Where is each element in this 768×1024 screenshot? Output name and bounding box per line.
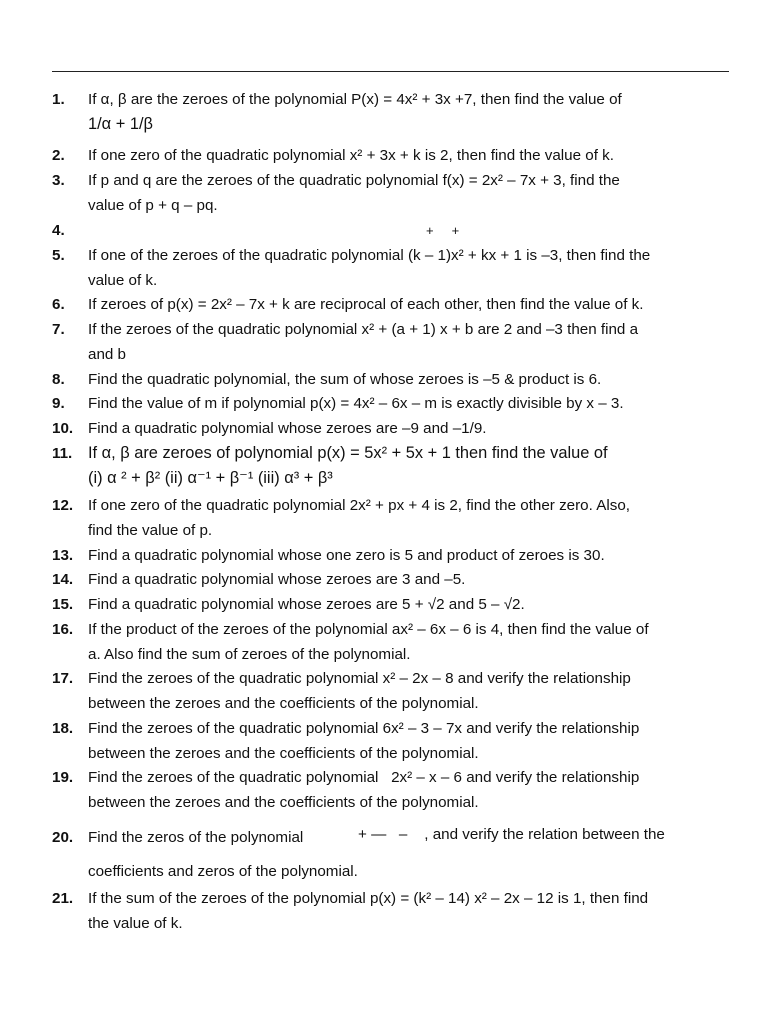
- question-text: and b: [88, 346, 127, 363]
- question-number: 11.: [52, 445, 73, 462]
- question-number: 3.: [52, 172, 65, 189]
- question-text: find the value of p.: [88, 522, 213, 539]
- question-number: 16.: [52, 621, 74, 638]
- question-text: If p and q are the zeroes of the quadratic polynomial f(x) = 2x² – 7x + 3, find the: [88, 172, 620, 189]
- question-number: 15.: [52, 596, 74, 613]
- question-text: If the product of the zeroes of the polynomial ax² – 6x – 6 is 4, then find the value of: [88, 621, 649, 638]
- question-text: If zeroes of p(x) = 2x² – 7x + k are reciprocal of each other, then find the value of k.: [88, 296, 644, 313]
- top-rule: [52, 71, 729, 72]
- question-text: Find the zeroes of the quadratic polynomial 2x² – x – 6 and verify the relationship: [88, 769, 640, 786]
- question-text: If one zero of the quadratic polynomial x² + 3x + k is 2, then find the value of k.: [88, 147, 614, 164]
- question-text: (i) α ² + β² (ii) α⁻¹ + β⁻¹ (iii) α³ + β³: [88, 469, 333, 487]
- question-text: If the zeroes of the quadratic polynomial x² + (a + 1) x + b are 2 and –3 then find a: [88, 321, 639, 338]
- question-number: 8.: [52, 371, 65, 388]
- question-text: + +: [426, 223, 460, 238]
- question-number: 18.: [52, 720, 74, 737]
- question-text: value of k.: [88, 272, 158, 289]
- question-text: the value of k.: [88, 915, 183, 932]
- question-number: 10.: [52, 420, 74, 437]
- question-text: 1/α + 1/β: [88, 115, 153, 133]
- question-text: a. Also find the sum of zeroes of the polynomial.: [88, 646, 411, 663]
- question-number: 12.: [52, 497, 74, 514]
- question-text: Find the value of m if polynomial p(x) = 4x² – 6x – m is exactly divisible by x – 3.: [88, 395, 624, 412]
- question-text: between the zeroes and the coefficients of the polynomial.: [88, 745, 479, 762]
- question-text: + — – , and verify the relation between the: [358, 826, 665, 843]
- question-text: between the zeroes and the coefficients of the polynomial.: [88, 695, 479, 712]
- question-number: 1.: [52, 91, 65, 108]
- question-number: 19.: [52, 769, 74, 786]
- question-text: If α, β are the zeroes of the polynomial P(x) = 4x² + 3x +7, then find the value of: [88, 91, 622, 108]
- question-text: Find a quadratic polynomial whose zeroes are –9 and –1/9.: [88, 420, 487, 437]
- question-number: 9.: [52, 395, 65, 412]
- question-number: 13.: [52, 547, 74, 564]
- question-number: 14.: [52, 571, 74, 588]
- question-text: coefficients and zeros of the polynomial.: [88, 863, 358, 880]
- question-text: Find a quadratic polynomial whose zeroes are 3 and –5.: [88, 571, 466, 588]
- question-text: Find the quadratic polynomial, the sum of whose zeroes is –5 & product is 6.: [88, 371, 602, 388]
- question-number: 6.: [52, 296, 65, 313]
- question-text: Find a quadratic polynomial whose zeroes are 5 + √2 and 5 – √2.: [88, 596, 525, 613]
- question-text: Find the zeros of the polynomial: [88, 829, 304, 846]
- question-text: If one of the zeroes of the quadratic polynomial (k – 1)x² + kx + 1 is –3, then find the: [88, 247, 651, 264]
- question-number: 2.: [52, 147, 65, 164]
- question-number: 20.: [52, 829, 74, 846]
- question-text: Find a quadratic polynomial whose one zero is 5 and product of zeroes is 30.: [88, 547, 605, 564]
- question-number: 7.: [52, 321, 65, 338]
- question-number: 17.: [52, 670, 74, 687]
- question-text: If one zero of the quadratic polynomial 2x² + px + 4 is 2, find the other zero. Also,: [88, 497, 630, 514]
- question-text: If α, β are zeroes of polynomial p(x) = 5x² + 5x + 1 then find the value of: [88, 444, 608, 462]
- question-text: Find the zeroes of the quadratic polynomial 6x² – 3 – 7x and verify the relationship: [88, 720, 640, 737]
- question-text: between the zeroes and the coefficients of the polynomial.: [88, 794, 479, 811]
- question-text: Find the zeroes of the quadratic polynomial x² – 2x – 8 and verify the relationship: [88, 670, 631, 687]
- question-number: 4.: [52, 222, 65, 239]
- question-number: 21.: [52, 890, 74, 907]
- question-text: value of p + q – pq.: [88, 197, 218, 214]
- question-number: 5.: [52, 247, 65, 264]
- question-text: If the sum of the zeroes of the polynomial p(x) = (k² – 14) x² – 2x – 12 is 1, then find: [88, 890, 649, 907]
